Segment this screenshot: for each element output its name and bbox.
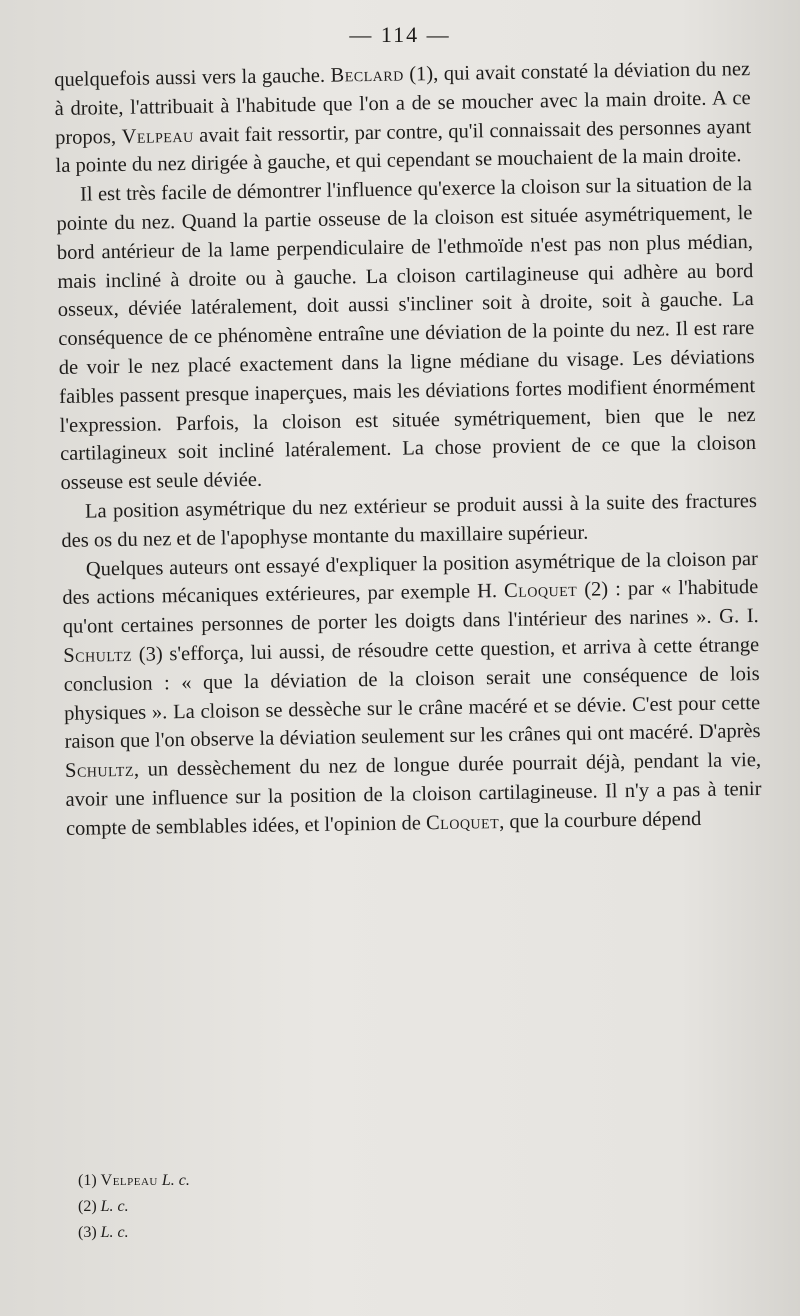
paragraph-3: La position asymétrique du nez extérieur se produit aussi à la suite des fractures des os du nez et de l'apophyse montante du maxillaire supérieur.	[61, 489, 758, 552]
author-name: Cloquet	[425, 810, 500, 834]
paragraph-2: Il est très facile de démontrer l'influence qu'exerce la cloison sur la situation de la pointe du nez. Quand la partie osseuse de la cloison est située asymétriquement, le bord antérieur de la lame perpendiculaire de l'ethmoïde n'est pas non plus médian, mais incliné à droite ou à gauche. La cloison cartilagineuse qui adhère au bord osseux, déviée latéralement, doit aussi s'incliner soit à droite, soit à gauche. La conséquence de ce phénomène entraîne une déviation de la pointe du nez. Il est rare de voir le nez placé exactement dans la ligne médiane du visage. Les déviations faibles passent presque inaperçues, mais les déviations fortes modifient énormément l'expression. Parfois, la cloison est située symétriquement, bien que le nez cartilagineux soit incliné latéralement. La chose provient de ce que la cloison osseuse est seule déviée.	[56, 173, 757, 495]
author-name: Velpeau	[121, 124, 194, 148]
footnotes	[78, 1168, 478, 1246]
author-name: Beclard	[330, 63, 404, 87]
footnote-2: (2) L. c.	[78, 1198, 129, 1215]
paragraph-1: quelquefois aussi vers la gauche. Beclard (1), qui avait constaté la déviation du nez à droite, l'attribuait à l'habitude que l'on a de se moucher avec la main droite. A ce propos, Velpeau avait fait ressortir, par contre, qu'il connaissait des personnes ayant la pointe du nez dirigée à gauche, et qui cependant se mouchaient de la main droite.	[54, 58, 752, 178]
footnote-3: (3) L. c.	[78, 1224, 129, 1241]
page-number: — 114 —	[349, 22, 451, 47]
author-name: Schultz	[63, 643, 133, 667]
footnote-1: (1) Velpeau L. c.	[78, 1172, 190, 1189]
author-name: Schultz	[64, 758, 135, 783]
paragraph-4: Quelques auteurs ont essayé d'expliquer la position asymétrique de la cloison par des actions mécaniques extérieures, par exemple H. Cloquet (2) : par « l'habitude qu'ont certaines personnes de porter les doigts dans l'intérieur des narines ». G. I. Schultz (3) s'efforça, lui aussi, de résoudre cette question, et arriva à cette étrange conclusion : « que la déviation de la cloison serait une conséquence de lois physiques ». La cloison se dessèche sur le crâne macéré et se dévie. C'est pour cette raison que l'on observe la déviation seulement sur les crânes qui ont macéré. D'après Schultz, un dessèchement du nez de longue durée pourrait déjà, pendant la vie, avoir une influence sur la position de la cloison cartilagineuse. Il n'y a pas à tenir compte de semblables idées, et l'opinion de Cloquet, que la courbure dépend	[62, 547, 762, 840]
author-name: Cloquet	[503, 579, 578, 603]
body-text	[54, 55, 762, 843]
